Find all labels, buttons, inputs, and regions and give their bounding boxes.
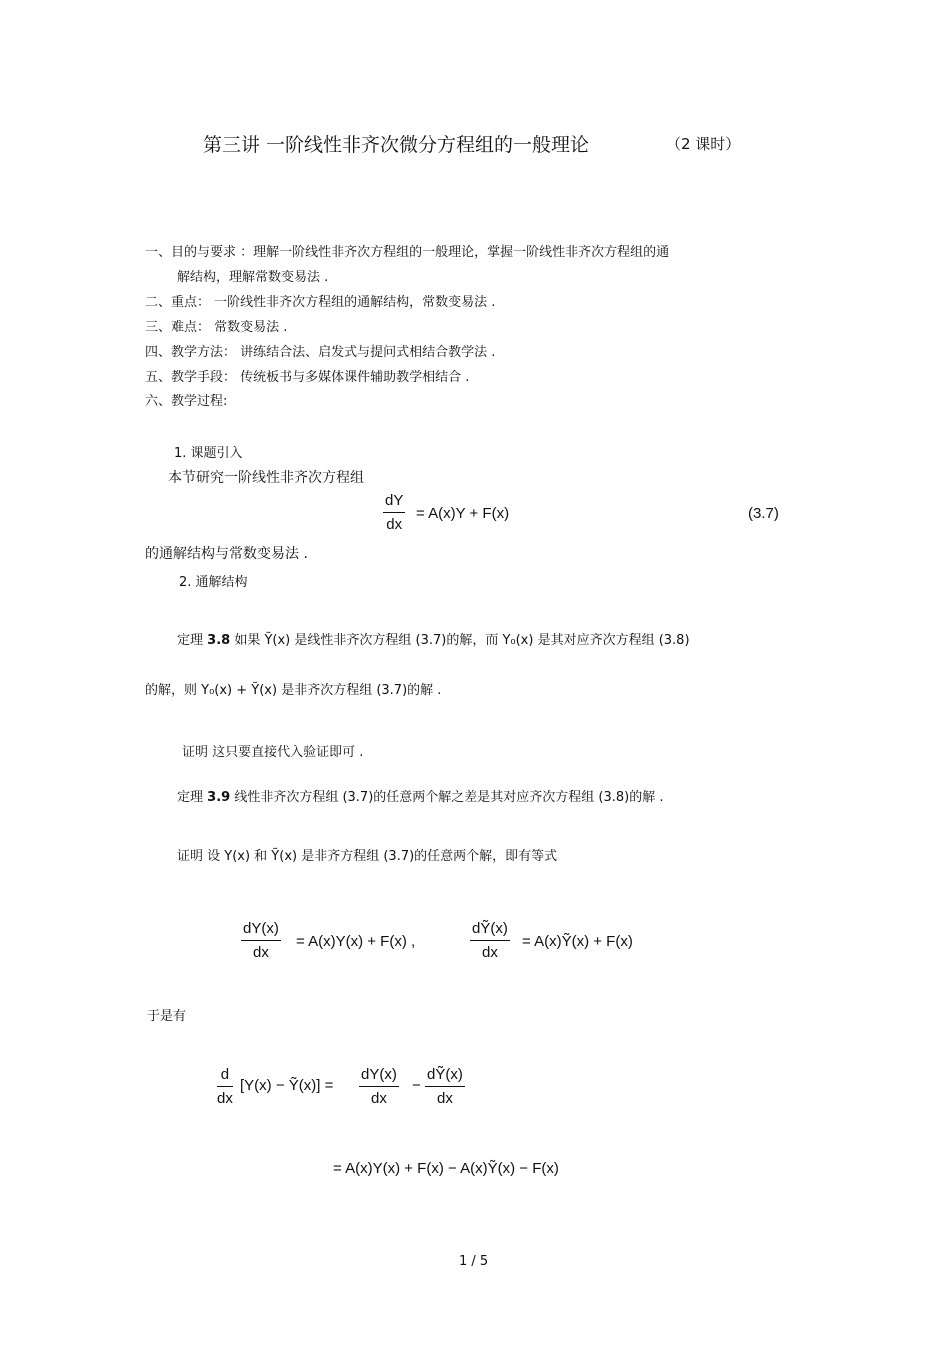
equation-a-rhs: = A(x)Y(x) + F(x) ,: [296, 933, 416, 950]
page-number: 1 / 5: [459, 1254, 489, 1269]
difficult-points: 三、难点： 常数变易法 .: [145, 320, 288, 335]
equation-c-fraction-2: [425, 1066, 465, 1108]
proof-2: 证明 设 Y(x) 和 Ỹ(x) 是非齐方程组 (3.7)的任意两个解，即有等式: [177, 849, 558, 864]
objectives-line: 一、目的与要求 ：理解一阶线性非齐次方程组的一般理论，掌握一阶线性非齐次方程组的通: [145, 245, 670, 260]
teaching-method: 四、教学方法： 讲练结合法、启发式与提问式相结合教学法 .: [145, 345, 496, 360]
minus-sign: −: [412, 1077, 421, 1094]
fraction-denominator: dx: [253, 944, 269, 961]
theorem-3-9: [177, 786, 664, 805]
intro-after-text: 的通解结构与常数变易法 .: [145, 546, 308, 562]
fraction-denominator: dx: [482, 944, 498, 961]
theorem-number: 3.9: [207, 790, 231, 805]
intro-text: 本节研究一阶线性非齐次方程组: [168, 470, 364, 486]
fraction-numerator: d: [217, 1066, 233, 1087]
equation-b-fraction: [470, 920, 510, 962]
fraction-denominator: dx: [386, 516, 403, 533]
fraction-numerator: dY(x): [359, 1066, 399, 1087]
key-points: 二、重点： 一阶线性非齐次方程组的通解结构，常数变易法 .: [145, 295, 496, 310]
section-heading-intro: 1. 课题引入: [174, 446, 243, 461]
fraction-denominator: dx: [371, 1090, 387, 1107]
theorem-text: 如果 Ỹ(x) 是线性非齐次方程组 (3.7)的解，而 Y₀(x) 是其对应齐次方程组 (3.8): [234, 633, 690, 648]
equation-3-7-fraction: [383, 492, 405, 534]
teaching-process: 六、教学过程:: [145, 394, 228, 409]
fraction-denominator: dx: [437, 1090, 453, 1107]
equation-b-rhs: = A(x)Ỹ(x) + F(x): [522, 933, 633, 950]
fraction-numerator: dY(x): [241, 920, 281, 941]
theorem-label: 定理: [177, 790, 204, 805]
so-text: 于是有: [147, 1009, 187, 1024]
page-title: 第三讲 一阶线性非齐次微分方程组的一般理论: [203, 134, 590, 156]
equation-label: (3.7): [748, 505, 779, 522]
equation-a-fraction: [241, 920, 281, 962]
fraction-numerator: dY: [383, 492, 405, 513]
teaching-means: 五、教学手段： 传统板书与多媒体课件辅助教学相结合 .: [145, 370, 470, 385]
fraction-numerator: dỸ(x): [470, 920, 510, 941]
equation-d: = A(x)Y(x) + F(x) − A(x)Ỹ(x) − F(x): [333, 1160, 559, 1177]
proof-1: 证明 这只要直接代入验证即可 .: [182, 745, 364, 760]
section-heading-structure: 2. 通解结构: [179, 575, 248, 590]
theorem-text: 线性非齐次方程组 (3.7)的任意两个解之差是其对应齐次方程组 (3.8)的解 .: [234, 790, 664, 805]
equation-c-middle: [Y(x) − Ỹ(x)] =: [240, 1077, 334, 1094]
equation-c-derivative: [217, 1066, 233, 1108]
theorem-number: 3.8: [207, 633, 231, 648]
fraction-denominator: dx: [217, 1090, 233, 1107]
equation-c-fraction-1: [359, 1066, 399, 1108]
equation-3-7-rhs: = A(x)Y + F(x): [416, 505, 510, 522]
objectives-line-cont: 解结构，理解常数变易法 .: [177, 270, 329, 285]
fraction-numerator: dỸ(x): [425, 1066, 465, 1087]
theorem-label: 定理: [177, 633, 204, 648]
theorem-3-8-cont: 的解，则 Y₀(x) + Ỹ(x) 是非齐次方程组 (3.7)的解 .: [145, 683, 442, 698]
theorem-3-8: [177, 629, 690, 648]
class-hours: （2 课时）: [666, 135, 741, 153]
